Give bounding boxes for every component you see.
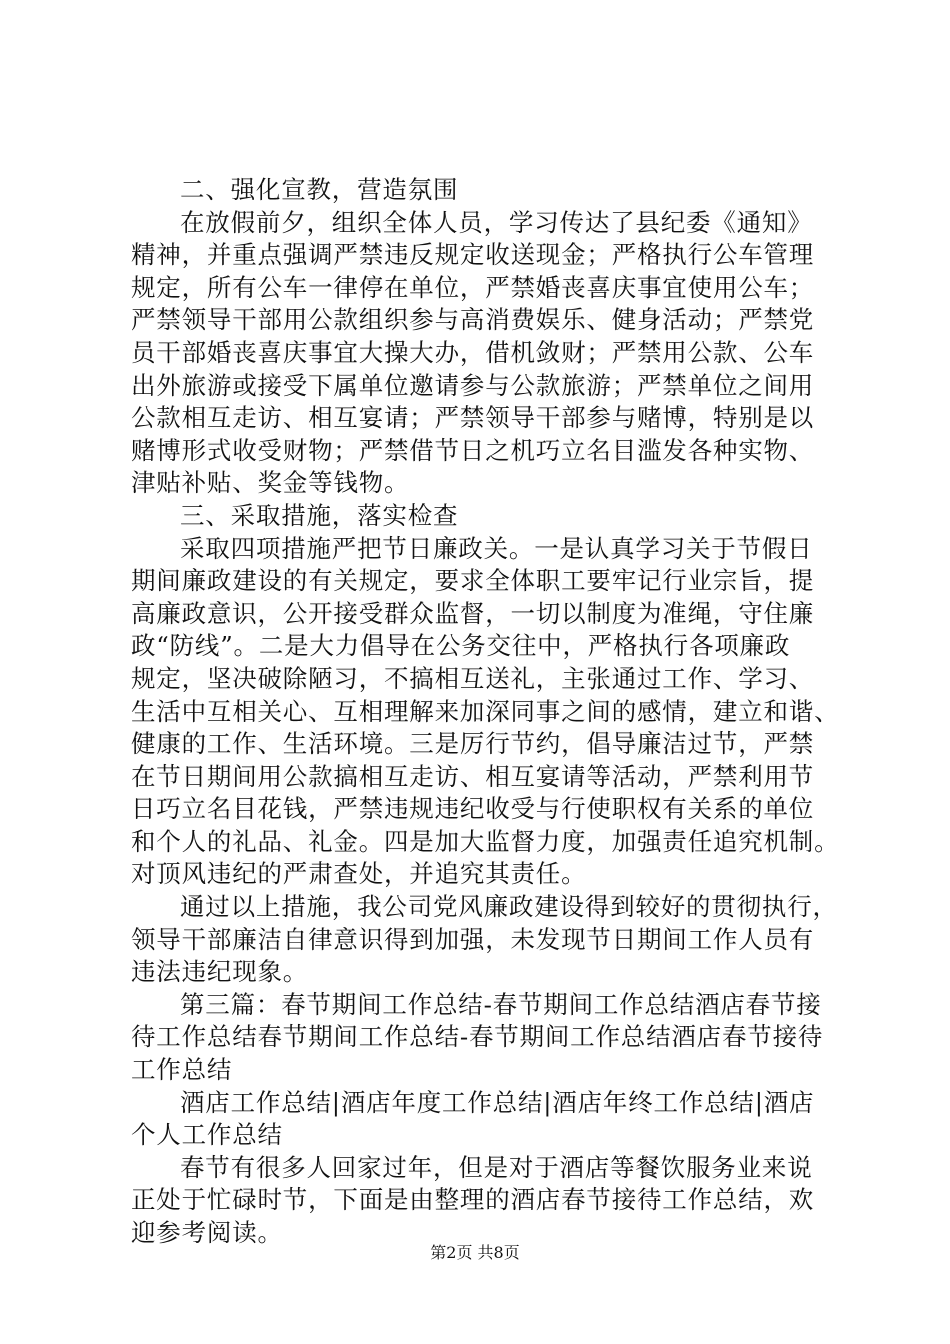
- text-line: 在放假前夕，组织全体人员，学习传达了县纪委《通知》: [180, 207, 813, 237]
- chapter-heading: 待工作总结春节期间工作总结-春节期间工作总结酒店春节接待: [131, 1022, 824, 1052]
- text-line: 赌博形式收受财物；严禁借节日之机巧立名目滥发各种实物、: [131, 435, 815, 465]
- text-line: 津贴补贴、奖金等钱物。: [131, 468, 410, 498]
- text-line: 规定，坚决破除陋习，不搞相互送礼，主张通过工作、学习、: [131, 663, 815, 693]
- text-line: 健康的工作、生活环境。三是厉行节约，倡导廉洁过节，严禁: [131, 729, 815, 759]
- page-number-footer: 第2页 共8页: [430, 1243, 520, 1262]
- text-line: 对顶风违纪的严肃查处，并追究其责任。: [131, 859, 587, 889]
- text-line: 日巧立名目花钱，严禁违规违纪收受与行使职权有关系的单位: [131, 794, 815, 824]
- text-line: 员干部婚丧喜庆事宜大操大办，借机敛财；严禁用公款、公车: [131, 337, 815, 367]
- text-line: 正处于忙碌时节，下面是由整理的酒店春节接待工作总结，欢: [131, 1185, 815, 1215]
- keyword-line: 酒店工作总结|酒店年度工作总结|酒店年终工作总结|酒店: [180, 1087, 815, 1117]
- text-line: 领导干部廉洁自律意识得到加强，未发现节日期间工作人员有: [131, 924, 815, 954]
- text-line: 采取四项措施严把节日廉政关。一是认真学习关于节假日: [180, 533, 813, 563]
- keyword-line: 个人工作总结: [131, 1120, 283, 1150]
- text-line: 政“防线”。二是大力倡导在公务交往中，严格执行各项廉政: [131, 631, 791, 661]
- text-line: 违法违纪现象。: [131, 957, 309, 987]
- text-line: 在节日期间用公款搞相互走访、相互宴请等活动，严禁利用节: [131, 761, 815, 791]
- text-line: 规定，所有公车一律停在单位，严禁婚丧喜庆事宜使用公车；: [131, 272, 815, 302]
- text-line: 出外旅游或接受下属单位邀请参与公款旅游；严禁单位之间用: [131, 370, 815, 400]
- chapter-heading: 第三篇：春节期间工作总结-春节期间工作总结酒店春节接: [180, 989, 822, 1019]
- text-line: 高廉政意识，公开接受群众监督，一切以制度为准绳，守住廉: [131, 598, 815, 628]
- text-line: 春节有很多人回家过年，但是对于酒店等餐饮服务业来说: [180, 1152, 813, 1182]
- text-line: 严禁领导干部用公款组织参与高消费娱乐、健身活动；严禁党: [131, 305, 815, 335]
- text-line: 和个人的礼品、礼金。四是加大监督力度，加强责任追究机制。: [131, 826, 840, 856]
- section-heading: 二、强化宣教，营造氛围: [180, 175, 459, 204]
- chapter-heading: 工作总结: [131, 1055, 233, 1085]
- text-line: 迎参考阅读。: [131, 1218, 283, 1247]
- section-heading: 三、采取措施，落实检查: [180, 500, 459, 530]
- document-body: [131, 174, 840, 1250]
- text-line: 精神，并重点强调严禁违反规定收送现金；严格执行公车管理: [131, 240, 815, 270]
- text-line: 公款相互走访、相互宴请；严禁领导干部参与赌博，特别是以: [131, 403, 815, 433]
- text-line: 生活中互相关心、互相理解来加深同事之间的感情，建立和谐、: [131, 696, 840, 726]
- text-line: 期间廉政建设的有关规定，要求全体职工要牢记行业宗旨，提: [131, 566, 815, 596]
- text-line: 通过以上措施，我公司党风廉政建设得到较好的贯彻执行，: [180, 892, 838, 922]
